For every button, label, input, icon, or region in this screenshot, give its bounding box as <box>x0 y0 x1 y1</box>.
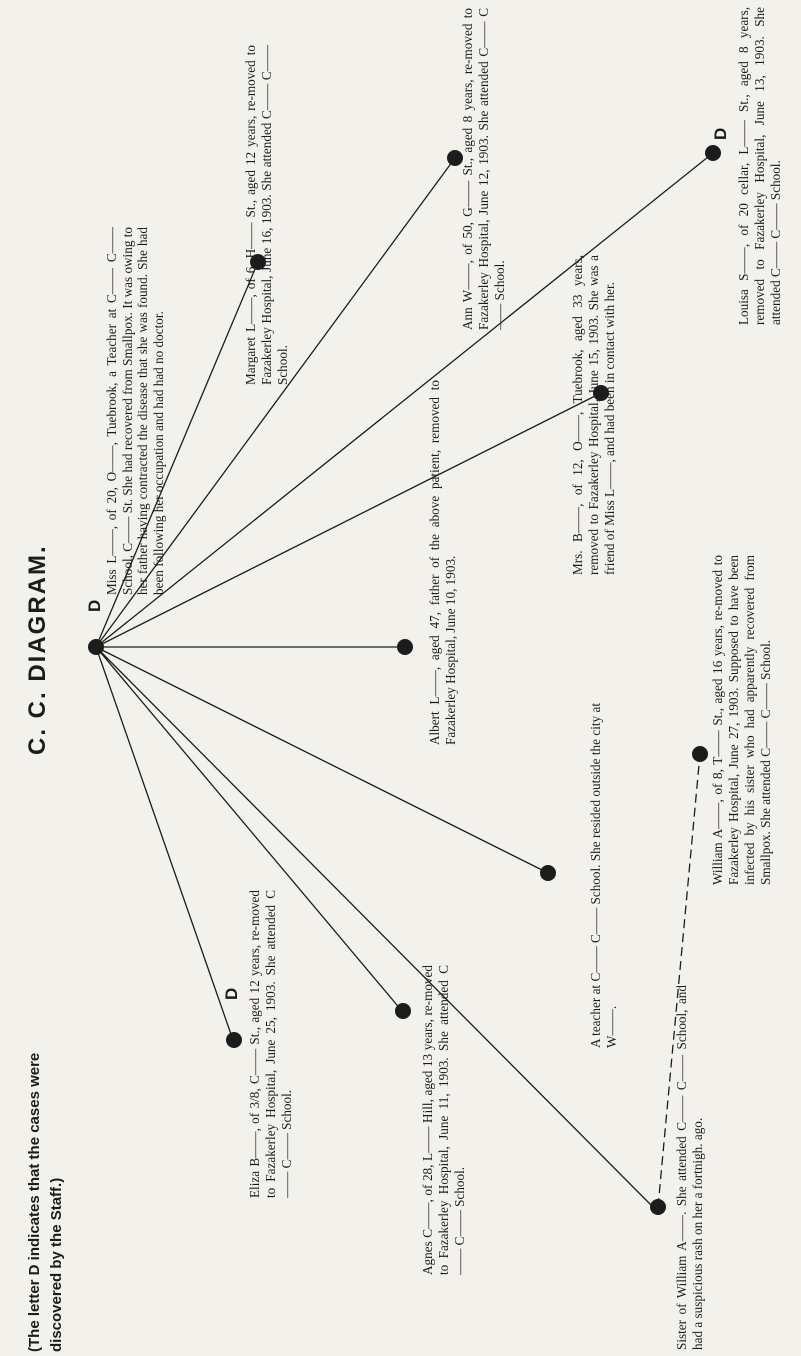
case-albert-l: Albert L——, aged 47, father of the above patient, removed to Fazakerley Hospital, June 10, 1903. <box>427 380 458 745</box>
node-william <box>692 746 708 762</box>
case-louisa-s: Louisa S——, of 20 cellar, L—— St., aged 8 years, removed to Fazakerley Hospital, June 13, 1903. She attended C—— C—— School. <box>736 7 783 325</box>
node-miss-l <box>88 639 104 655</box>
case-sister-of-william-a: Sister of William A——. She attended C—— C—— School, and had a suspicious rash on her a fortnigh. ago. <box>674 985 705 1350</box>
case-ann-w: Ann W——, of 50, G—— St., aged 8 years, re-moved to Fazakerley Hospital, June 12, 1903. She attended C—— C—— School. <box>460 8 507 330</box>
line-to-sister <box>96 647 655 1209</box>
d-label-miss-l: D <box>85 599 104 612</box>
case-william-a: William A——, of 8, T—— St., aged 16 years, re-moved to Fazakerley Hospital, June 27, 1903. Supposed to have been infected by his sister who had apparently recovered from Smallpox. She attended C—— C—— School. <box>710 555 773 885</box>
node-agnes <box>395 1003 411 1019</box>
node-albert <box>397 639 413 655</box>
diagram-note <box>24 752 68 1352</box>
node-eliza <box>226 1032 242 1048</box>
case-mrs-b: Mrs. B——, of 12, O——, Tuebrook, aged 33 years, removed to Fazakerley Hospital, June 15, 1903. She was a friend of Miss L——, and had been in contact with her. <box>570 255 617 575</box>
node-louisa <box>705 145 721 161</box>
case-nodes <box>88 145 721 1215</box>
diagram-note-line-2: discovered by the Staff.) <box>48 1177 65 1352</box>
case-miss-l: Miss L——, of 20, O——, Tuebrook, a Teacher at C—— C—— School, C—— St. She had recovered from Smallpox. It was owing to her father having contracted the disease that she was found. She had been following her occupation and had had no doctor. <box>104 227 166 595</box>
case-eliza-b: Eliza B——, of 3/8, C—— St., aged 12 years, re-moved to Fazakerley Hospital, June 25, 1903. She attended C—— C—— School. <box>247 890 294 1198</box>
contact-lines <box>96 153 713 1209</box>
node-teacher <box>540 865 556 881</box>
case-teacher: A teacher at C—— C—— School. She resided outside the city at W——. <box>588 703 619 1048</box>
diagram-title: C. C. DIAGRAM. <box>24 544 51 755</box>
node-sister <box>650 1199 666 1215</box>
diagram-note-line-1: (The letter D indicates that the cases were <box>26 1052 43 1352</box>
d-label-eliza: D <box>222 987 241 1000</box>
d-label-louisa: D <box>711 127 730 140</box>
case-agnes-c: Agnes C——, of 28, L—— Hill, aged 13 years, re-moved to Fazakerley Hospital, June 11, 1903. She attended C—— C—— School. <box>420 965 467 1275</box>
line-to-mrs-b <box>96 393 601 647</box>
case-margaret-l: Margaret L——, of 6, H—— St., aged 12 years, re-moved to Fazakerley Hospital, June 16, 1903. She attended C—— C—— School. <box>243 45 290 385</box>
line-to-teacher <box>96 647 548 873</box>
